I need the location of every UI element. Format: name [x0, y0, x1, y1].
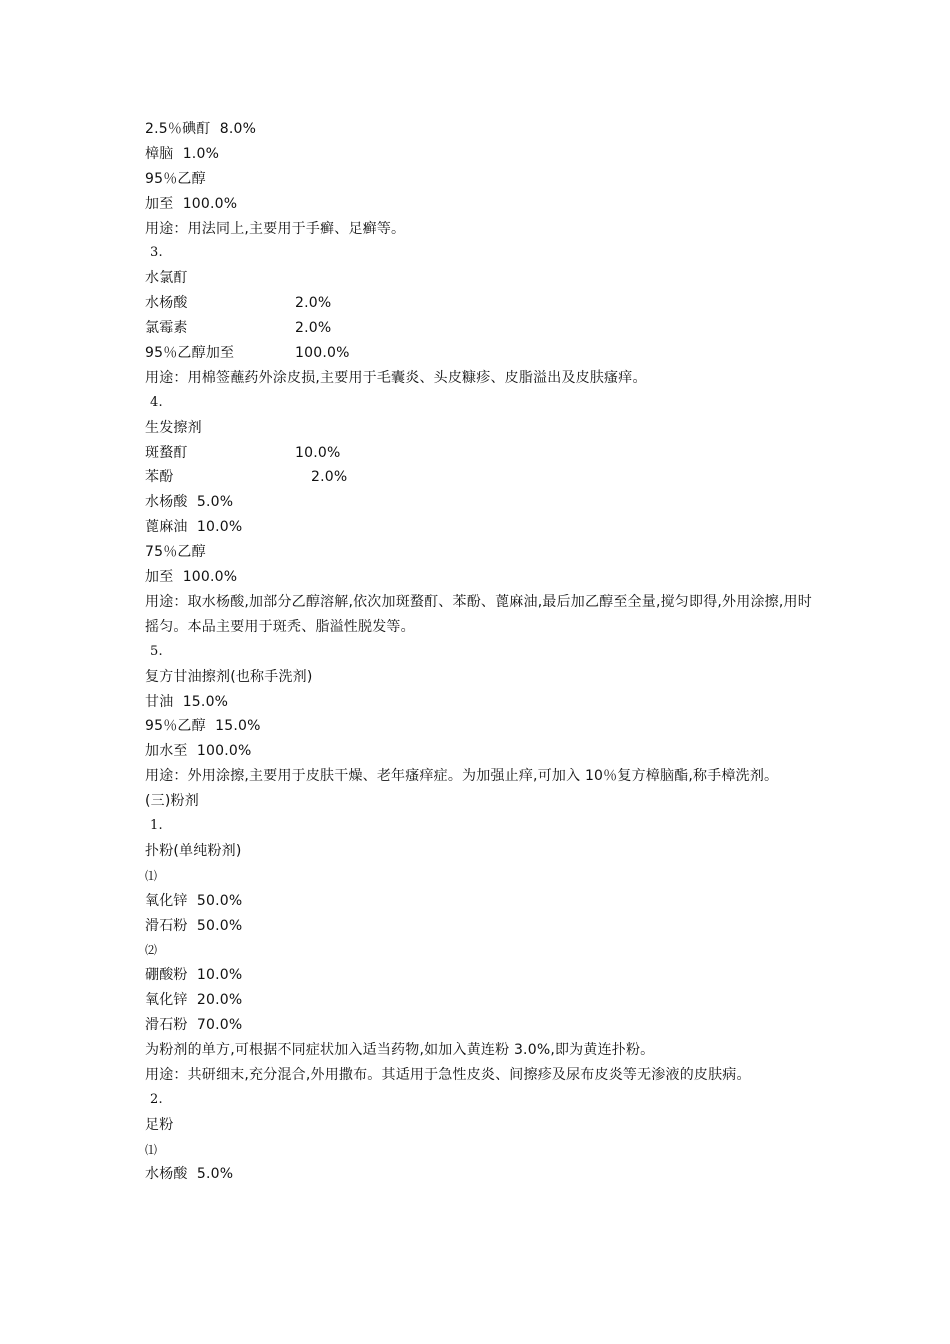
ingredient-row: [145, 465, 815, 490]
usage-paragraph: 用途：取水杨酸,加部分乙醇溶解,依次加斑蝥酊、苯酚、蓖麻油,最后加乙醇至全量,搅匀即得,外用涂擦,用时摇匀。本品主要用于斑秃、脂溢性脱发等。: [145, 593, 812, 635]
formula-title: 扑粉(单纯粉剂): [145, 842, 242, 859]
text-line: 75％乙醇: [145, 544, 206, 561]
text-line: 滑石粉 50.0%: [145, 917, 243, 934]
item-number: 1.: [150, 817, 163, 833]
ingredient-name: 水杨酸: [145, 295, 188, 312]
item-number: 2.: [150, 1091, 163, 1107]
usage-paragraph: 用途：外用涂擦,主要用于皮肤干燥、老年瘙痒症。为加强止痒,可加入 10％复方樟脑酯,称手樟洗剂。: [145, 768, 779, 785]
ingredient-row: [145, 441, 815, 466]
formula-title: 生发擦剂: [145, 419, 202, 436]
text-line: 樟脑 1.0%: [145, 145, 220, 162]
ingredient-name: 斑蝥酊: [145, 444, 188, 461]
formula-title: 水氯酊: [145, 270, 188, 287]
text-line: 95％乙醇 15.0%: [145, 718, 261, 735]
text-line: 加水至 100.0%: [145, 743, 252, 760]
text-line: 水杨酸 5.0%: [145, 1166, 234, 1183]
ingredient-amount: 2.0%: [295, 295, 332, 312]
ingredient-amount: 2.0%: [311, 469, 348, 486]
text-line: 水杨酸 5.0%: [145, 494, 234, 511]
usage-line: 用途：共研细末,充分混合,外用撒布。其适用于急性皮炎、间擦疹及尿布皮炎等无渗液的皮肤病。: [145, 1066, 751, 1083]
sub-item-number: ⑴: [145, 1142, 158, 1157]
text-line: 硼酸粉 10.0%: [145, 967, 243, 984]
document-body: [145, 117, 815, 1187]
usage-line: 用途：用棉签蘸药外涂皮损,主要用于毛囊炎、头皮糠疹、皮脂溢出及皮肤瘙痒。: [145, 369, 647, 386]
text-line: 2.5％碘酊 8.0%: [145, 121, 257, 137]
text-line: 加至 100.0%: [145, 569, 238, 586]
usage-line: 用途：用法同上,主要用于手癣、足癣等。: [145, 220, 406, 237]
sub-item-number: ⑵: [145, 943, 158, 958]
ingredient-name: 氯霉素: [145, 320, 188, 337]
ingredient-name: 苯酚: [145, 469, 174, 486]
text-line: 滑石粉 70.0%: [145, 1017, 243, 1034]
item-number: 3.: [150, 245, 163, 261]
ingredient-amount: 100.0%: [295, 345, 350, 362]
item-number: 5.: [150, 643, 163, 659]
text-line: 氧化锌 20.0%: [145, 992, 243, 1009]
ingredient-name: 95％乙醇加至: [145, 345, 235, 362]
sub-item-number: ⑴: [145, 868, 158, 883]
ingredient-amount: 2.0%: [295, 320, 332, 337]
text-line: 氧化锌 50.0%: [145, 892, 243, 909]
text-line: 为粉剂的单方,可根据不同症状加入适当药物,如加入黄连粉 3.0%,即为黄连扑粉。: [145, 1042, 655, 1058]
text-line: 95％乙醇: [145, 170, 206, 187]
item-number: 4.: [150, 394, 163, 410]
ingredient-amount: 10.0%: [295, 444, 341, 461]
text-line: 甘油 15.0%: [145, 693, 229, 710]
ingredient-row: [145, 291, 815, 316]
formula-title: 复方甘油擦剂(也称手洗剂): [145, 668, 313, 685]
text-line: 蓖麻油 10.0%: [145, 519, 243, 536]
section-heading: (三)粉剂: [145, 793, 199, 810]
ingredient-row: [145, 316, 815, 341]
ingredient-row: [145, 341, 815, 366]
text-line: 加至 100.0%: [145, 195, 238, 212]
formula-title: 足粉: [145, 1116, 174, 1133]
